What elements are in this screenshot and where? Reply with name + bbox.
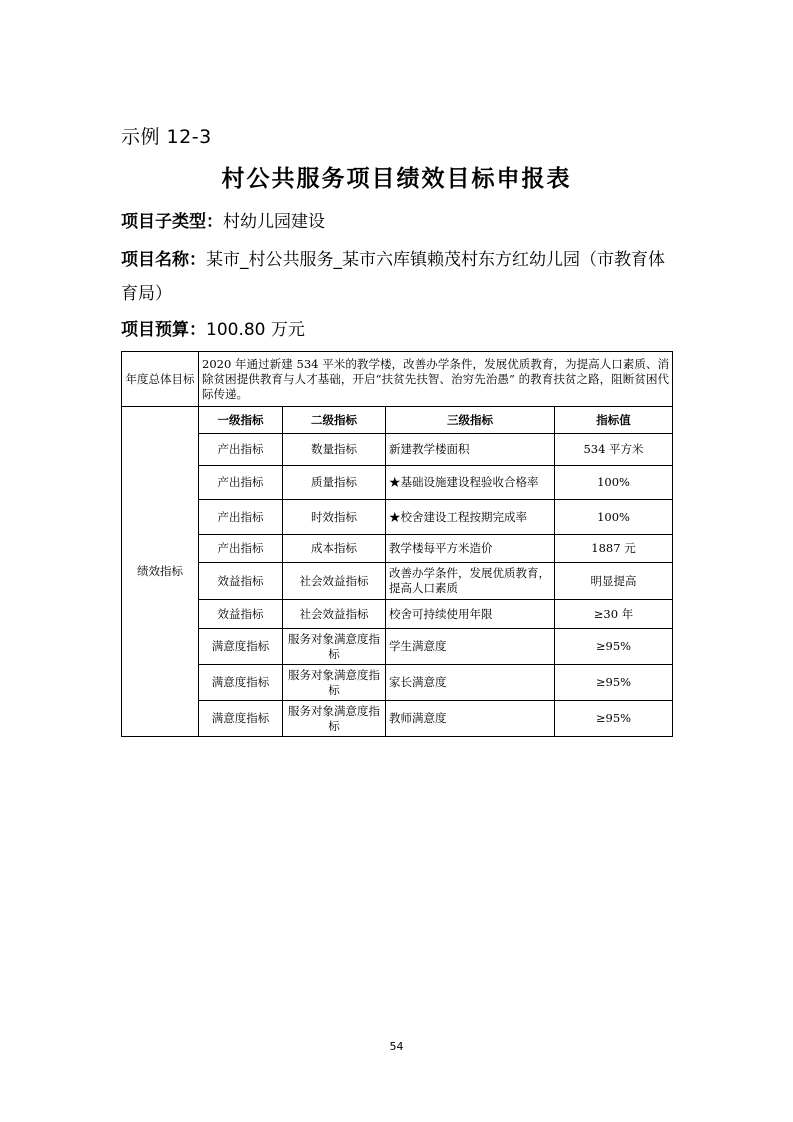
- value-cell: 100%: [555, 466, 673, 500]
- project-name-line: [121, 243, 681, 311]
- level2-cell: 服务对象满意度指标: [283, 629, 386, 665]
- level3-cell: 教师满意度: [386, 701, 555, 737]
- value-cell: ≥30 年: [555, 600, 673, 629]
- table-row: [122, 665, 673, 701]
- annual-goal-label: 年度总体目标: [122, 352, 199, 407]
- example-label: 示例 12-3: [121, 126, 212, 148]
- level1-cell: 产出指标: [199, 434, 283, 466]
- level3-cell: 新建教学楼面积: [386, 434, 555, 466]
- annual-goal-text: 2020 年通过新建 534 平米的教学楼，改善办学条件，发展优质教育，为提高人口素质、消除贫困提供教育与人才基础，开启“扶贫先扶智、治穷先治愚” 的教育扶贫之路，阻断贫困代际传递。: [199, 352, 673, 407]
- level2-cell: 成本指标: [283, 535, 386, 563]
- level2-cell: 质量指标: [283, 466, 386, 500]
- value-cell: ≥95%: [555, 665, 673, 701]
- project-subtype-line: [121, 205, 681, 239]
- level3-cell: 改善办学条件，发展优质教育，提高人口素质: [386, 563, 555, 600]
- header-level1: 一级指标: [199, 407, 283, 434]
- header-row: [122, 407, 673, 434]
- value-cell: 明显提高: [555, 563, 673, 600]
- level3-cell: 学生满意度: [386, 629, 555, 665]
- project-budget-key: 项目预算：: [121, 320, 206, 340]
- page-number: 54: [389, 1040, 404, 1053]
- level1-cell: 满意度指标: [199, 701, 283, 737]
- level1-cell: 满意度指标: [199, 629, 283, 665]
- table-row: [122, 629, 673, 665]
- project-budget-line: [121, 313, 681, 347]
- header-level2: 二级指标: [283, 407, 386, 434]
- level3-cell: 校舍可持续使用年限: [386, 600, 555, 629]
- header-value: 指标值: [555, 407, 673, 434]
- level2-cell: 服务对象满意度指标: [283, 701, 386, 737]
- level2-cell: 时效指标: [283, 500, 386, 535]
- document-title: 村公共服务项目绩效目标申报表: [221, 166, 572, 192]
- level2-cell: 社会效益指标: [283, 600, 386, 629]
- level3-cell: ★校舍建设工程按期完成率: [386, 500, 555, 535]
- level2-cell: 数量指标: [283, 434, 386, 466]
- table-row: [122, 600, 673, 629]
- level1-cell: 满意度指标: [199, 665, 283, 701]
- value-cell: ≥95%: [555, 629, 673, 665]
- level3-cell: 教学楼每平方米造价: [386, 535, 555, 563]
- level1-cell: 效益指标: [199, 563, 283, 600]
- level1-cell: 产出指标: [199, 500, 283, 535]
- project-name-value: 某市_村公共服务_某市六库镇赖茂村东方红幼儿园（市教育体育局）: [121, 250, 665, 304]
- level2-cell: 社会效益指标: [283, 563, 386, 600]
- project-subtype-key: 项目子类型：: [121, 212, 223, 232]
- table-row: [122, 701, 673, 737]
- table-row: [122, 535, 673, 563]
- table-row: [122, 563, 673, 600]
- level1-cell: 产出指标: [199, 466, 283, 500]
- level3-cell: ★基础设施建设程验收合格率: [386, 466, 555, 500]
- project-subtype-value: 村幼儿园建设: [223, 212, 325, 232]
- table-row: [122, 466, 673, 500]
- project-name-key: 项目名称：: [121, 250, 206, 270]
- level3-cell: 家长满意度: [386, 665, 555, 701]
- project-budget-value: 100.80 万元: [206, 320, 305, 340]
- level1-cell: 效益指标: [199, 600, 283, 629]
- value-cell: 100%: [555, 500, 673, 535]
- annual-goal-row: [122, 352, 673, 407]
- table-row: [122, 500, 673, 535]
- level2-cell: 服务对象满意度指标: [283, 665, 386, 701]
- level1-cell: 产出指标: [199, 535, 283, 563]
- table-row: [122, 434, 673, 466]
- value-cell: 1887 元: [555, 535, 673, 563]
- performance-indicator-label: 绩效指标: [122, 407, 199, 737]
- performance-target-table: [121, 351, 673, 737]
- value-cell: 534 平方米: [555, 434, 673, 466]
- value-cell: ≥95%: [555, 701, 673, 737]
- header-level3: 三级指标: [386, 407, 555, 434]
